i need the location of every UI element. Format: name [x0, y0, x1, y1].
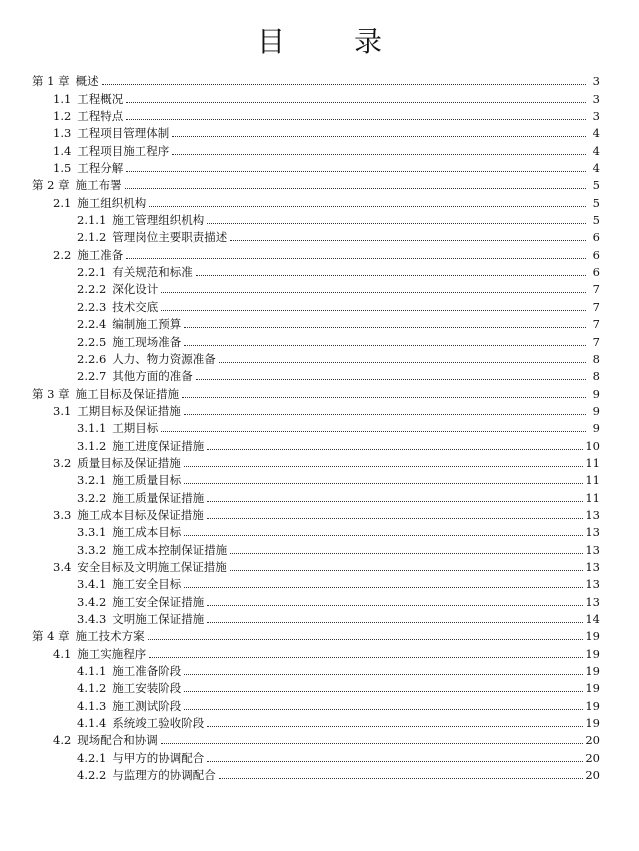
toc-entry-number: 3.4.1: [77, 577, 107, 592]
toc-entry-page: 7: [592, 282, 600, 297]
toc-entry-page: 7: [592, 317, 600, 332]
toc-entry-page: 11: [585, 455, 600, 470]
toc-entry-page: 4: [592, 126, 600, 141]
toc-entry-number: 2.2: [53, 247, 72, 262]
toc-entry[interactable]: [32, 470, 600, 487]
toc-entry-title: 施工实施程序: [77, 646, 147, 661]
toc-entry[interactable]: [32, 418, 600, 435]
toc-leader-dots: [149, 206, 586, 207]
toc-entry-page: 19: [585, 681, 600, 696]
toc-leader-dots: [207, 449, 583, 450]
toc-leader-dots: [148, 639, 584, 640]
toc-entry-page: 3: [592, 91, 600, 106]
toc-entry[interactable]: [32, 71, 600, 88]
toc-entry-title: 人力、物力资源准备: [112, 351, 216, 366]
toc-entry-number: 3.2.1: [77, 473, 107, 488]
toc-entry-number: 3.1: [53, 403, 72, 418]
toc-leader-dots: [184, 535, 583, 536]
toc-entry-title: 概述: [75, 74, 99, 89]
toc-leader-dots: [207, 761, 583, 762]
toc-entry-number: 2.2.2: [77, 282, 107, 297]
toc-entry-number: 4.2: [53, 733, 72, 748]
toc-entry-number: 3.2.2: [77, 490, 107, 505]
toc-entry-number: 3.3: [53, 507, 72, 522]
page-title: 目 录: [257, 25, 412, 58]
toc-entry-page: 19: [585, 716, 600, 731]
toc-entry[interactable]: [32, 279, 600, 296]
toc-entry-number: 2.1.1: [77, 213, 107, 228]
toc-entry-number: 4.1.2: [77, 681, 107, 696]
toc-entry-page: 5: [592, 213, 600, 228]
toc-entry-number: 4.1: [53, 646, 72, 661]
toc-entry-page: 13: [585, 542, 600, 557]
toc-leader-dots: [184, 691, 583, 692]
toc-entry[interactable]: [32, 730, 600, 747]
toc-entry-title: 深化设计: [112, 282, 159, 297]
toc-entry-page: 7: [592, 334, 600, 349]
toc-leader-dots: [219, 778, 584, 779]
toc-entry[interactable]: [32, 140, 600, 157]
toc-entry-number: 3.3.1: [77, 525, 107, 540]
toc-entry-number: 3.2: [53, 455, 72, 470]
toc-leader-dots: [172, 154, 586, 155]
toc-entry-title: 与监理方的协调配合: [112, 768, 216, 783]
toc-entry-title: 施工管理组织机构: [112, 213, 205, 228]
toc-entry[interactable]: [32, 487, 600, 504]
toc-entry-title: 施工安全保证措施: [112, 594, 205, 609]
toc-entry-title: 施工成本控制保证措施: [112, 542, 228, 557]
toc-entry-page: 11: [585, 490, 600, 505]
toc-entry-number: 1.3: [53, 126, 72, 141]
toc-entry[interactable]: [32, 314, 600, 331]
toc-entry-number: 2.2.3: [77, 299, 107, 314]
toc-leader-dots: [161, 310, 586, 311]
toc-leader-dots: [161, 292, 586, 293]
toc-entry-number: 2.1: [53, 195, 72, 210]
toc-entry[interactable]: [32, 574, 600, 591]
toc-entry[interactable]: [32, 349, 600, 366]
toc-entry-title: 施工质量目标: [112, 473, 182, 488]
toc-entry-page: 11: [585, 473, 600, 488]
toc-entry[interactable]: [32, 747, 600, 764]
toc-entry-title: 工期目标: [112, 421, 159, 436]
toc-entry-title: 质量目标及保证措施: [77, 455, 181, 470]
toc-entry-number: 4.1.4: [77, 716, 107, 731]
toc-entry-number: 2.2.6: [77, 351, 107, 366]
toc-entry-title: 工程项目管理体制: [77, 126, 170, 141]
toc-entry-page: 20: [585, 750, 600, 765]
toc-entry-page: 9: [592, 403, 600, 418]
toc-entry-title: 系统竣工验收阶段: [112, 716, 205, 731]
toc-entry[interactable]: [32, 661, 600, 678]
toc-entry-number: 3.4: [53, 559, 72, 574]
toc-entry-title: 工程特点: [77, 109, 124, 124]
toc-leader-dots: [184, 587, 583, 588]
toc-entry[interactable]: [32, 192, 600, 209]
toc-entry[interactable]: [32, 210, 600, 227]
table-of-contents: [32, 71, 600, 782]
toc-leader-dots: [196, 379, 586, 380]
toc-leader-dots: [184, 709, 583, 710]
toc-entry-number: 2.2.5: [77, 334, 107, 349]
toc-leader-dots: [102, 84, 586, 85]
toc-entry[interactable]: [32, 175, 600, 192]
toc-entry-page: 14: [585, 612, 600, 626]
toc-entry-number: 1.4: [53, 143, 72, 158]
toc-entry[interactable]: [32, 609, 600, 626]
toc-entry-page: 19: [585, 664, 600, 679]
toc-entry-number: 4.2.1: [77, 750, 107, 765]
toc-entry-title: 施工现场准备: [112, 334, 182, 349]
toc-leader-dots: [126, 258, 586, 259]
toc-entry-title: 施工组织机构: [77, 195, 147, 210]
toc-entry-number: 3.3.2: [77, 542, 107, 557]
toc-leader-dots: [207, 726, 583, 727]
toc-entry-title: 施工测试阶段: [112, 698, 182, 713]
toc-entry[interactable]: [32, 539, 600, 556]
toc-entry-page: 20: [585, 733, 600, 748]
toc-entry-page: 3: [592, 109, 600, 124]
toc-entry-number: 3.1.1: [77, 421, 107, 436]
toc-leader-dots: [125, 188, 586, 189]
toc-entry[interactable]: [32, 626, 600, 643]
toc-leader-dots: [184, 466, 584, 467]
toc-entry-number: 3.4.2: [77, 594, 107, 609]
toc-entry-title: 管理岗位主要职责描述: [112, 230, 228, 245]
toc-entry[interactable]: [32, 88, 600, 105]
toc-entry-page: 6: [592, 265, 600, 280]
toc-entry[interactable]: [32, 591, 600, 608]
toc-entry-page: 13: [585, 525, 600, 540]
toc-entry-title: 施工成本目标及保证措施: [77, 507, 204, 522]
toc-leader-dots: [207, 501, 583, 502]
toc-entry-title: 施工目标及保证措施: [75, 386, 180, 401]
toc-entry[interactable]: [32, 383, 600, 400]
toc-entry-page: 10: [585, 438, 600, 453]
toc-entry-title: 工程项目施工程序: [77, 143, 170, 158]
toc-entry-page: 5: [592, 195, 600, 210]
toc-entry[interactable]: [32, 331, 600, 348]
toc-entry-page: 9: [592, 421, 600, 436]
toc-entry-page: 13: [585, 559, 600, 574]
toc-entry-number: 第 4 章: [32, 629, 70, 644]
toc-leader-dots: [184, 414, 586, 415]
toc-entry-number: 第 2 章: [32, 178, 70, 193]
toc-entry-page: 13: [585, 507, 600, 522]
toc-leader-dots: [207, 605, 583, 606]
toc-entry-number: 3.1.2: [77, 438, 107, 453]
toc-entry-title: 有关规范和标准: [112, 265, 193, 280]
toc-entry-page: 19: [585, 646, 600, 661]
toc-leader-dots: [149, 657, 583, 658]
toc-entry[interactable]: [32, 366, 600, 383]
toc-leader-dots: [184, 674, 583, 675]
toc-entry[interactable]: [32, 522, 600, 539]
toc-entry[interactable]: [32, 244, 600, 261]
toc-entry[interactable]: [32, 678, 600, 695]
toc-entry[interactable]: [32, 557, 600, 574]
toc-entry-page: 6: [592, 247, 600, 262]
toc-entry-title: 施工安全目标: [112, 577, 182, 592]
toc-entry-number: 4.2.2: [77, 768, 107, 783]
toc-entry[interactable]: [32, 158, 600, 175]
toc-entry-number: 2.2.7: [77, 369, 107, 384]
toc-entry-page: 8: [592, 369, 600, 384]
toc-entry-title: 施工安装阶段: [112, 681, 182, 696]
toc-entry-title: 施工准备: [77, 247, 124, 262]
toc-entry[interactable]: [32, 643, 600, 660]
toc-entry-title: 施工成本目标: [112, 525, 182, 540]
toc-entry-number: 3.4.3: [77, 612, 107, 626]
toc-entry-number: 2.1.2: [77, 230, 107, 245]
toc-entry-page: 6: [592, 230, 600, 245]
toc-entry-page: 13: [585, 577, 600, 592]
toc-entry-title: 工程分解: [77, 161, 124, 176]
toc-leader-dots: [219, 362, 586, 363]
toc-leader-dots: [230, 553, 583, 554]
toc-entry-title: 与甲方的协调配合: [112, 750, 205, 765]
toc-entry-number: 第 1 章: [32, 74, 70, 89]
toc-entry-page: 3: [592, 74, 600, 89]
toc-entry[interactable]: [32, 505, 600, 522]
toc-leader-dots: [230, 570, 584, 571]
toc-entry-page: 13: [585, 594, 600, 609]
toc-entry-title: 工程概况: [77, 91, 124, 106]
toc-entry-title: 文明施工保证措施: [112, 612, 205, 626]
toc-entry-number: 4.1.1: [77, 664, 107, 679]
toc-entry-title: 施工布署: [75, 178, 122, 193]
toc-entry-title: 施工技术方案: [75, 629, 145, 644]
toc-leader-dots: [161, 743, 584, 744]
toc-entry-title: 编制施工预算: [112, 317, 182, 332]
toc-leader-dots: [184, 345, 586, 346]
toc-entry[interactable]: [32, 106, 600, 123]
toc-entry-title: 工期目标及保证措施: [77, 403, 181, 418]
toc-entry-page: 4: [592, 161, 600, 176]
toc-entry-number: 1.5: [53, 161, 72, 176]
toc-entry[interactable]: [32, 296, 600, 313]
toc-entry[interactable]: [32, 695, 600, 712]
toc-leader-dots: [196, 275, 586, 276]
toc-entry-page: 5: [592, 178, 600, 193]
toc-entry-title: 施工进度保证措施: [112, 438, 205, 453]
toc-entry[interactable]: [32, 123, 600, 140]
toc-entry[interactable]: [32, 227, 600, 244]
toc-leader-dots: [126, 102, 586, 103]
toc-leader-dots: [207, 223, 586, 224]
toc-entry-title: 技术交底: [112, 299, 159, 314]
toc-entry-number: 第 3 章: [32, 386, 70, 401]
toc-entry-number: 1.2: [53, 109, 72, 124]
toc-leader-dots: [184, 483, 583, 484]
toc-entry-title: 施工准备阶段: [112, 664, 182, 679]
toc-entry-page: 9: [592, 386, 600, 401]
toc-entry-number: 2.2.4: [77, 317, 107, 332]
toc-entry-number: 4.1.3: [77, 698, 107, 713]
toc-entry-number: 2.2.1: [77, 265, 107, 280]
toc-entry-title: 安全目标及文明施工保证措施: [77, 559, 227, 574]
toc-leader-dots: [230, 240, 586, 241]
toc-leader-dots: [172, 136, 586, 137]
toc-leader-dots: [184, 327, 586, 328]
toc-entry[interactable]: [32, 713, 600, 730]
toc-entry[interactable]: [32, 765, 600, 782]
toc-entry-page: 19: [585, 629, 600, 644]
toc-entry-title: 其他方面的准备: [112, 369, 193, 384]
toc-entry-page: 7: [592, 299, 600, 314]
toc-leader-dots: [161, 431, 586, 432]
toc-entry-page: 8: [592, 351, 600, 366]
toc-leader-dots: [126, 171, 586, 172]
toc-entry[interactable]: [32, 435, 600, 452]
toc-entry-title: 施工质量保证措施: [112, 490, 205, 505]
toc-entry[interactable]: [32, 401, 600, 418]
toc-leader-dots: [182, 397, 586, 398]
toc-entry-page: 20: [585, 768, 600, 783]
toc-entry-page: 4: [592, 143, 600, 158]
toc-leader-dots: [207, 622, 583, 623]
toc-entry-number: 1.1: [53, 91, 72, 106]
toc-entry-page: 19: [585, 698, 600, 713]
toc-leader-dots: [207, 518, 584, 519]
toc-leader-dots: [126, 119, 586, 120]
toc-entry-title: 现场配合和协调: [77, 733, 158, 748]
toc-entry[interactable]: [32, 453, 600, 470]
toc-entry[interactable]: [32, 262, 600, 279]
